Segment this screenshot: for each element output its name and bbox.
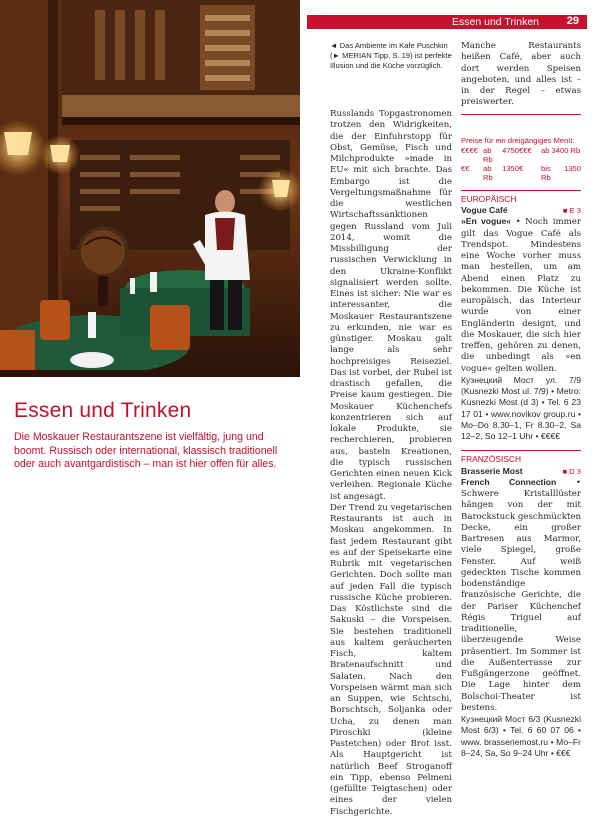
- header-title: Essen und Trinken: [452, 16, 539, 28]
- photo-caption: ◄ Das Ambiente im Kafe Puschkin (► MERIAN Tipp, S. 19) ist perfekte Illusion und die Küche vorzüglich.: [330, 41, 452, 70]
- price-symbol: €€€: [519, 145, 532, 155]
- body-paragraph-2: Der Trend zu vegetarischen Restaurants ist auch in Moskau angekommen. In fast jedem Restaurant gibt es auf der Speisekarte eine Rubrik mit vegetarischen Gerichten. Doch sollte man auf jeden Fall die typisch russische Küche probieren. Das Köstlichste sind die Sakuski – die Vorspeisen. Sie bestehen traditionell aus kaltem geräucherten Fisch, kaltem Bratenaufschnitt und Salaten. Nach den Vorspeisen wärmt man sich an Suppen, wie Schtschi, Borschtsch, Soljanka oder Ucha, zu denen man Piroschki (kleine Pastetchen) oder Brot isst. Als Hauptgericht ist natürlich Beef Stroganoff ein Tipp, ebenso Pelmeni (gefüllte Teigtaschen) oder eines der vielen Fischgerichte.: [330, 502, 452, 817]
- restaurant-lead: French Connection: [461, 476, 557, 487]
- chapter-intro: [14, 385, 289, 472]
- restaurant-name: [461, 466, 581, 477]
- restaurant-photo: [0, 0, 300, 377]
- text-column-2: [461, 41, 581, 759]
- restaurant-description: [461, 216, 581, 375]
- divider: [461, 114, 581, 115]
- restaurant-name: [461, 205, 581, 216]
- map-reference: ■ E 3: [562, 206, 581, 215]
- page-number: 29: [566, 15, 579, 27]
- restaurant-title: Vogue Café: [461, 205, 508, 215]
- chapter-title: Essen und Trinken: [14, 399, 192, 422]
- body-paragraph-3: Manche Restaurants heißen Café, aber auch dort werden Speisen angeboten, und alles ist – in der Regel – etwas preiswerter.: [461, 41, 581, 108]
- price-legend-title: Preise für ein dreigängiges Menü:: [461, 135, 575, 145]
- restaurant-description: [461, 477, 581, 714]
- category-heading: FRANZÖSISCH: [461, 450, 581, 465]
- map-reference: ■ D 3: [562, 466, 581, 476]
- price-symbol: €€€€: [461, 145, 478, 155]
- body-paragraph-1: Russlands Topgastronomen trotzen den Widrigkeiten, die der Einfuhrstopp für Obst, Gemüse, Fisch und Milchprodukte »made in EU« mit sich brachte. Das Embargo ist die Vergeltungsmaßnahme für die westlichen Wirtschaftssanktionen gegen Russland vom Juli 2014, womit die Missbilligung der russischen Verwicklung in den Ukraine-Konflikt signalisiert werden sollte. Eines ist sicher: Nie war es interessanter, die Moskauer Restaurantszene zu erkunden, nie war es günstiger. Moskau galt lange als sehr hochpreisiges Reiseziel. Das ist vorbei, der Rubel ist drastisch gefallen, die Preise kaum gestiegen. Die Moskauer Küchenchefs konzentrieren sich auf lokale Produkte, sie recherchieren, probieren aus, basteln Kreationen, die typisch russischen Gerichten einen neuen Kick verleihen. Regionale Küche ist angesagt.: [330, 109, 452, 502]
- map-ref-text: D 3: [569, 466, 581, 476]
- restaurant-address: Кузнецкий Мост ул. 7/9 (Kusnezki Most ul. 7/9) • Metro: Kusnezki Most (d 3) • Tel. 6 23 17 01 • www.novikov group.ru • Mo–Do 8.30–1, Fr 8.30–2, Sa 12–2, So 12–1 Uhr • €€€€: [461, 374, 581, 441]
- price-value: bis 1350 Rb: [541, 163, 581, 182]
- restaurant-title: Brasserie Most: [461, 465, 523, 476]
- price-symbol: €€: [461, 163, 470, 173]
- restaurant-text: • Schwere Kristalllüster hängen von der mit Barockstuck geschmückten Decke, ein großer Bartresen aus Marmor, viele Spiegel, große Fenster. Auf weiß gedeckten Tische kommen bodenständige französische Gerichte, die der Pariser Küchenchef Régis Triguel auf traditionelle, überzeugende Weise präsentiert. Im Sommer ist die Außenterrasse zur Fußgängerzone geöffnet. Die Lage hinter dem Bolschoi-Theater ist bestens.: [461, 477, 582, 713]
- category-heading: EUROPÄISCH: [461, 190, 581, 205]
- price-value: ab 4750 Rb: [483, 145, 519, 164]
- price-legend: [461, 146, 581, 182]
- text-column-1: [330, 41, 452, 818]
- intro-text: Die Moskauer Restaurantszene ist vielfältig, jung und boomt. Russisch oder international, klassisch traditionell oder auch avantgardistisch – man ist hier offen für alles.: [14, 431, 278, 471]
- restaurant-lead: »En vogue«: [461, 216, 512, 227]
- restaurant-text: • Noch immer gilt das Vogue Café als Trendspot. Mindestens eine Woche vorher muss man bestellen, um am Abend einen Platz zu bekommen. Die Küche ist europäisch, das Interieur wurde von einer Engländerin designt, und die Moskauer, die sich hier treffen, gehören zu denen, die unbedingt als »en vogue« gelten wollen.: [461, 217, 581, 374]
- map-ref-text: E 3: [569, 206, 581, 215]
- price-value: ab 1350 Rb: [483, 163, 519, 182]
- running-header: [307, 15, 587, 29]
- restaurant-address: Кузнецкий Мост 6/3 (Kusnezki Most 6/3) • Tel. 6 60 07 06 • www. brasseriemost.ru • Mo–Fr 8–24, Sa, So 9–24 Uhr • €€€: [461, 714, 581, 758]
- price-symbol: €: [519, 163, 524, 173]
- price-value: ab 3400 Rb: [541, 145, 581, 155]
